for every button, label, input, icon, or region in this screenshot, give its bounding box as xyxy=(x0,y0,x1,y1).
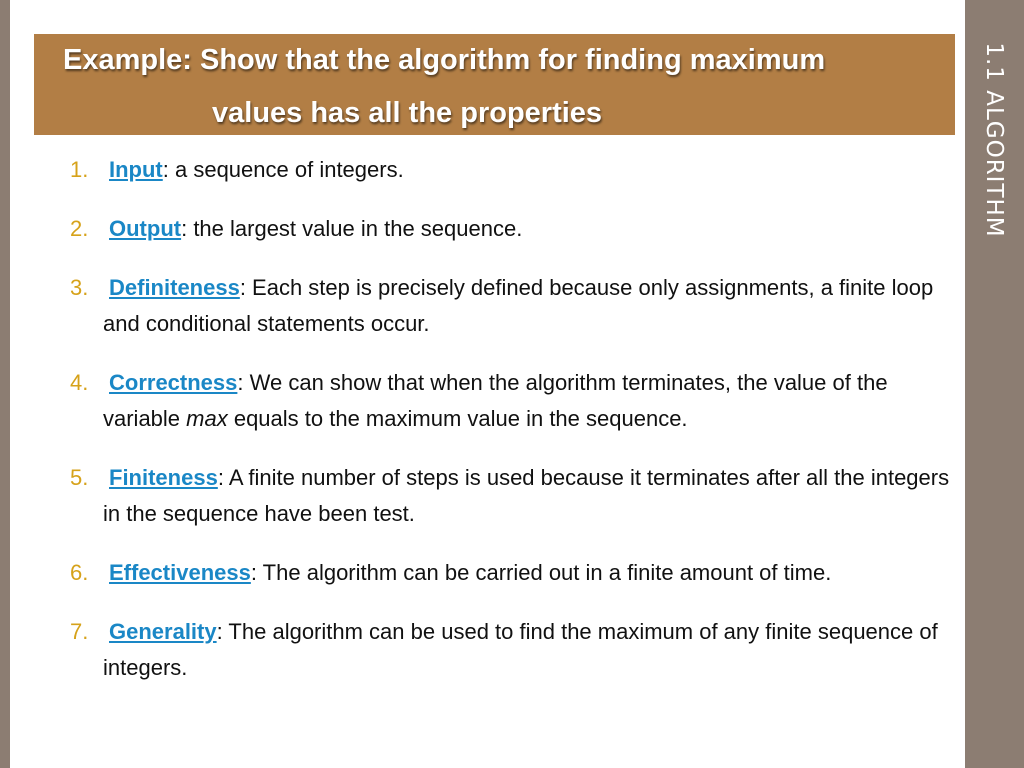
item-description-end: equals to the maximum value in the sequence. xyxy=(227,406,688,431)
item-description: : A finite number of steps is used because it terminates after all the integers in the sequence have been test. xyxy=(103,465,950,526)
list-item-input xyxy=(70,152,950,188)
properties-list xyxy=(70,152,950,709)
slide-title-line-1: Example: Show that the algorithm for finding maximum xyxy=(63,44,826,76)
left-border xyxy=(0,0,10,768)
item-number: 2. xyxy=(70,216,89,241)
item-number: 6. xyxy=(70,560,89,585)
title-banner xyxy=(34,34,955,135)
item-number: 4. xyxy=(70,370,89,395)
item-number: 1. xyxy=(70,157,89,182)
item-description: : the largest value in the sequence. xyxy=(181,216,523,241)
term-correctness: Correctness xyxy=(109,370,238,395)
term-generality: Generality xyxy=(109,619,217,644)
item-description: : The algorithm can be used to find the maximum of any finite sequence of integers. xyxy=(103,619,938,680)
term-definiteness: Definiteness xyxy=(109,275,240,300)
list-item-correctness xyxy=(70,365,950,437)
list-item-definiteness xyxy=(70,270,950,342)
item-number: 5. xyxy=(70,465,89,490)
item-description: : The algorithm can be carried out in a finite amount of time. xyxy=(250,560,832,585)
item-description: : a sequence of integers. xyxy=(162,157,404,182)
item-number: 3. xyxy=(70,275,89,300)
slide-title-line-2: values has all the properties xyxy=(212,97,603,129)
list-item-output xyxy=(70,211,950,247)
list-item-effectiveness xyxy=(70,555,950,591)
term-input: Input xyxy=(109,157,163,182)
term-effectiveness: Effectiveness xyxy=(109,560,251,585)
term-output: Output xyxy=(109,216,182,241)
list-item-finiteness xyxy=(70,460,950,532)
section-label: 1.1 ALGORITHM xyxy=(981,42,1007,238)
item-description: : Each step is precisely defined because only assignments, a finite loop and conditional statements occur. xyxy=(103,275,934,336)
item-number: 7. xyxy=(70,619,89,644)
item-description: : We can show that when the algorithm terminates, the value of the variable xyxy=(103,370,888,431)
variable-max: max xyxy=(186,406,228,431)
list-item-generality xyxy=(70,614,950,686)
term-finiteness: Finiteness xyxy=(109,465,218,490)
